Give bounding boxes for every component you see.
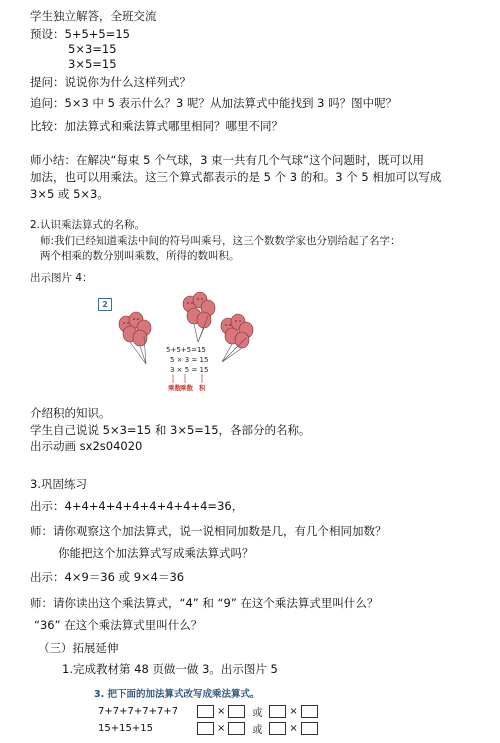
text-line: “36” 在这个乘法算式里叫什么？ bbox=[34, 618, 203, 632]
times-sign: × bbox=[289, 723, 298, 734]
times-sign: × bbox=[289, 706, 298, 717]
figure-label-factor: 乘数 bbox=[168, 384, 181, 392]
answer-box[interactable] bbox=[197, 722, 214, 735]
text-line: 3×5=15 bbox=[68, 57, 117, 71]
text-line: 介绍积的知识。 bbox=[30, 406, 111, 420]
answer-box[interactable] bbox=[269, 705, 286, 718]
exercise-title: 3. 把下面的加法算式改写成乘法算式。 bbox=[94, 689, 260, 700]
figure-balloons bbox=[98, 292, 268, 392]
text-line: 出示：4×9＝36 或 9×4＝36 bbox=[30, 570, 185, 584]
text-line: （三）拓展延伸 bbox=[38, 641, 119, 655]
figure-equation: 5+5+5=15 bbox=[166, 346, 206, 354]
answer-box[interactable] bbox=[228, 722, 245, 735]
answer-box[interactable] bbox=[228, 705, 245, 718]
answer-box[interactable] bbox=[197, 705, 214, 718]
exercise-row bbox=[98, 704, 318, 719]
exercise-sum: 15+15+15 bbox=[98, 723, 153, 734]
text-line: 两个相乘的数分别叫乘数，所得的数叫积。 bbox=[40, 250, 240, 262]
text-line: 师：请你观察这个加法算式，说一说相同加数是几，有几个相同加数？ bbox=[30, 524, 387, 538]
or-label: 或 bbox=[252, 725, 263, 736]
text-line: 加法，也可以用乘法。这三个算式都表示的是 5 个 3 的和。3 个 5 相加可以写成 bbox=[30, 170, 442, 184]
text-line: 3.巩固练习 bbox=[30, 477, 87, 491]
text-line: 5×3=15 bbox=[68, 42, 117, 56]
text-line: 出示图片 4： bbox=[30, 272, 93, 284]
text-line: 出示动画 sx2s04020 bbox=[30, 439, 143, 453]
answer-box[interactable] bbox=[301, 722, 318, 735]
text-line: 学生自己说说 5×3=15 和 3×5=15，各部分的名称。 bbox=[30, 423, 311, 437]
figure-equation: 3 × 5 = 15 bbox=[170, 366, 209, 374]
text-line: 师：请你读出这个乘法算式，“4” 和 “9” 在这个乘法算式里叫什么？ bbox=[30, 596, 379, 610]
figure-label-factor: 乘数 bbox=[180, 384, 193, 392]
figure-badge: 2 bbox=[98, 298, 112, 311]
text-line: 学生独立解答，全班交流 bbox=[30, 9, 157, 23]
text-line: 2.认识乘法算式的名称。 bbox=[30, 219, 146, 231]
text-line: 比较：加法算式和乘法算式哪里相同？哪里不同？ bbox=[30, 119, 283, 133]
answer-box[interactable] bbox=[269, 722, 286, 735]
text-line: 提问：说说你为什么这样列式？ bbox=[30, 75, 191, 89]
answer-box[interactable] bbox=[301, 705, 318, 718]
or-label: 或 bbox=[252, 708, 263, 719]
times-sign: × bbox=[217, 723, 226, 734]
text-line: 预设：5+5+5=15 bbox=[30, 27, 130, 41]
text-line: 追问：5×3 中 5 表示什么？3 呢？从加法算式中能找到 3 吗？图中呢？ bbox=[30, 96, 398, 110]
text-line: 师:我们已经知道乘法中间的符号叫乘号，这三个数数学家也分别给起了名字： bbox=[40, 235, 401, 247]
exercise-sum: 7+7+7+7+7+7 bbox=[98, 706, 179, 717]
exercise-row bbox=[98, 721, 318, 736]
text-line: 你能把这个加法算式写成乘法算式吗？ bbox=[58, 546, 254, 560]
text-line: 出示：4+4+4+4+4+4+4+4+4=36， bbox=[30, 499, 244, 513]
text-line: 1.完成教材第 48 页做一做 3。出示图片 5 bbox=[62, 662, 278, 676]
text-line: 3×5 或 5×3。 bbox=[30, 187, 109, 201]
figure-equation: 5 × 3 = 15 bbox=[170, 356, 209, 364]
figure-label-product: 积 bbox=[199, 384, 206, 392]
times-sign: × bbox=[217, 706, 226, 717]
text-line: 师小结：在解决“每束 5 个气球，3 束一共有几个气球”这个问题时，既可以用 bbox=[30, 153, 425, 167]
